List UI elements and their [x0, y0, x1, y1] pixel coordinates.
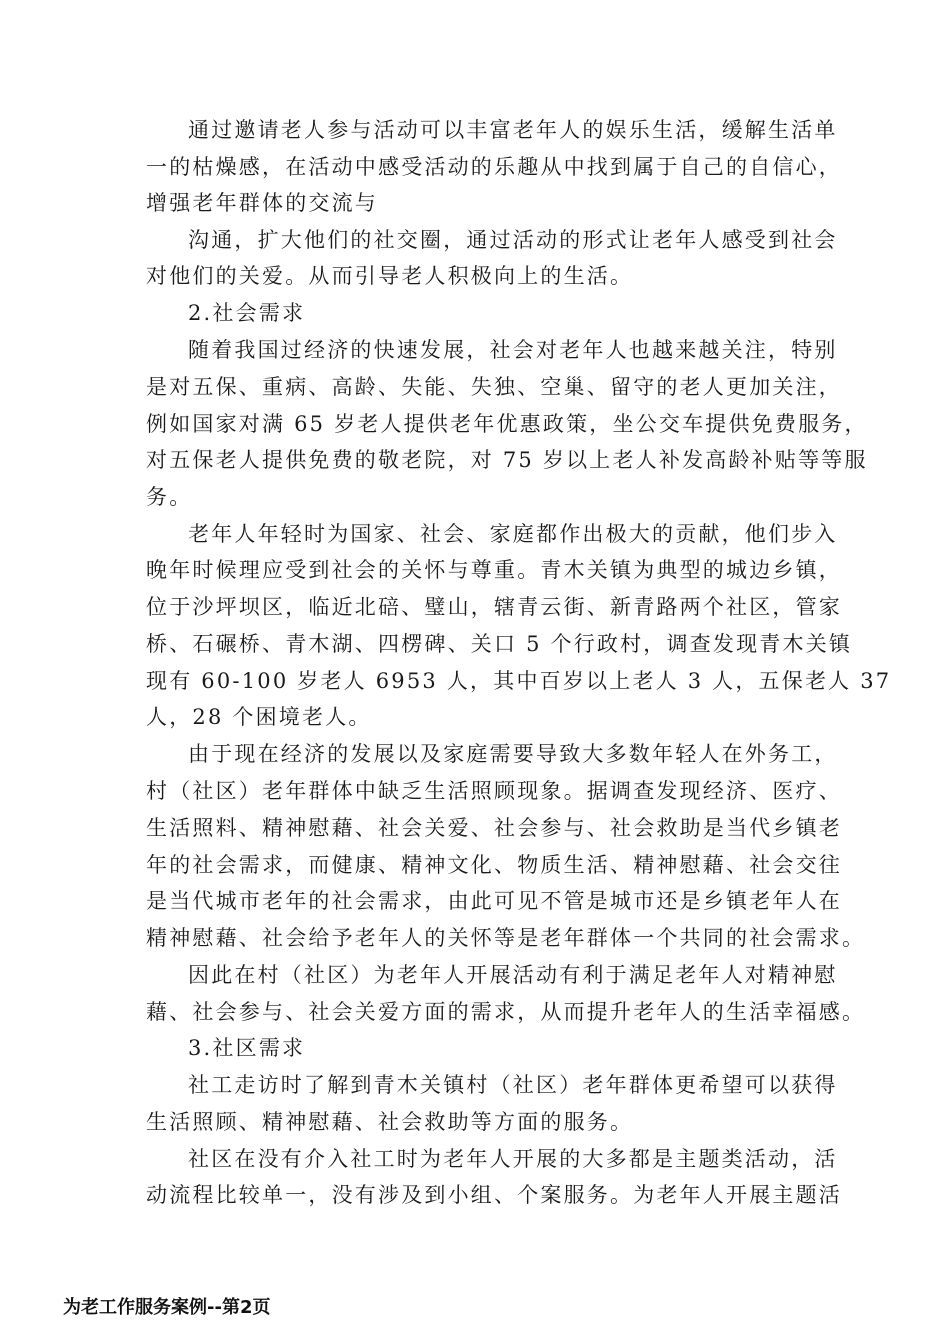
text-line: 动流程比较单一，没有涉及到小组、个案服务。为老年人开展主题活: [146, 1183, 842, 1207]
text-line: 社工走访时了解到青木关镇村（社区）老年群体更希望可以获得: [188, 1073, 838, 1097]
text-line: 社区在没有介入社工时为老年人开展的大多都是主题类活动，活: [188, 1147, 838, 1171]
text-line: 增强老年群体的交流与: [146, 191, 378, 215]
text-line: 桥、石碾桥、青木湖、四楞碑、关口 5 个行政村，调查发现青木关镇: [146, 632, 853, 656]
section-heading: 2.社会需求: [188, 301, 306, 325]
text-line: 位于沙坪坝区，临近北碚、璧山，辖青云街、新青路两个社区，管家: [146, 595, 842, 619]
text-line: 晚年时候理应受到社会的关怀与尊重。青木关镇为典型的城边乡镇，: [146, 558, 842, 582]
text-line: 人，28 个困境老人。: [146, 705, 372, 729]
text-line: 由于现在经济的发展以及家庭需要导致大多数年轻人在外务工，: [188, 742, 838, 766]
section-heading: 3.社区需求: [188, 1036, 306, 1060]
page-footer: 为老工作服务案例--第2页: [63, 1297, 271, 1318]
text-line: 老年人年轻时为国家、社会、家庭都作出极大的贡献，他们步入: [188, 522, 838, 546]
text-line: 因此在村（社区）为老年人开展活动有利于满足老年人对精神慰: [188, 963, 838, 987]
text-line: 生活照顾、精神慰藉、社会救助等方面的服务。: [146, 1110, 634, 1134]
text-line: 沟通，扩大他们的社交圈，通过活动的形式让老年人感受到社会: [188, 228, 838, 252]
text-line: 对他们的关爱。从而引导老人积极向上的生活。: [146, 264, 634, 288]
text-line: 通过邀请老人参与活动可以丰富老年人的娱乐生活，缓解生活单: [188, 118, 838, 142]
text-line: 随着我国过经济的快速发展，社会对老年人也越来越关注，特别: [188, 338, 838, 362]
text-line: 对五保老人提供免费的敬老院，对 75 岁以上老人补发高龄补贴等等服: [146, 448, 868, 472]
text-line: 一的枯燥感，在活动中感受活动的乐趣从中找到属于自己的自信心，: [146, 155, 842, 179]
text-line: 生活照料、精神慰藉、社会关爱、社会参与、社会救助是当代乡镇老: [146, 816, 842, 840]
text-line: 藉、社会参与、社会关爱方面的需求，从而提升老年人的生活幸福感。: [146, 1000, 866, 1024]
text-line: 村（社区）老年群体中缺乏生活照顾现象。据调查发现经济、医疗、: [146, 779, 842, 803]
text-line: 例如国家对满 65 岁老人提供老年优惠政策，坐公交车提供免费服务，: [146, 412, 868, 436]
text-line: 现有 60-100 岁老人 6953 人，其中百岁以上老人 3 人，五保老人 37: [146, 669, 892, 693]
text-line: 是对五保、重病、高龄、失能、失独、空巢、留守的老人更加关注，: [146, 375, 842, 399]
text-line: 是当代城市老年的社会需求，由此可见不管是城市还是乡镇老年人在: [146, 889, 842, 913]
text-line: 精神慰藉、社会给予老年人的关怀等是老年群体一个共同的社会需求。: [146, 926, 866, 950]
text-line: 务。: [146, 485, 193, 509]
text-line: 年的社会需求，而健康、精神文化、物质生活、精神慰藉、社会交往: [146, 853, 842, 877]
